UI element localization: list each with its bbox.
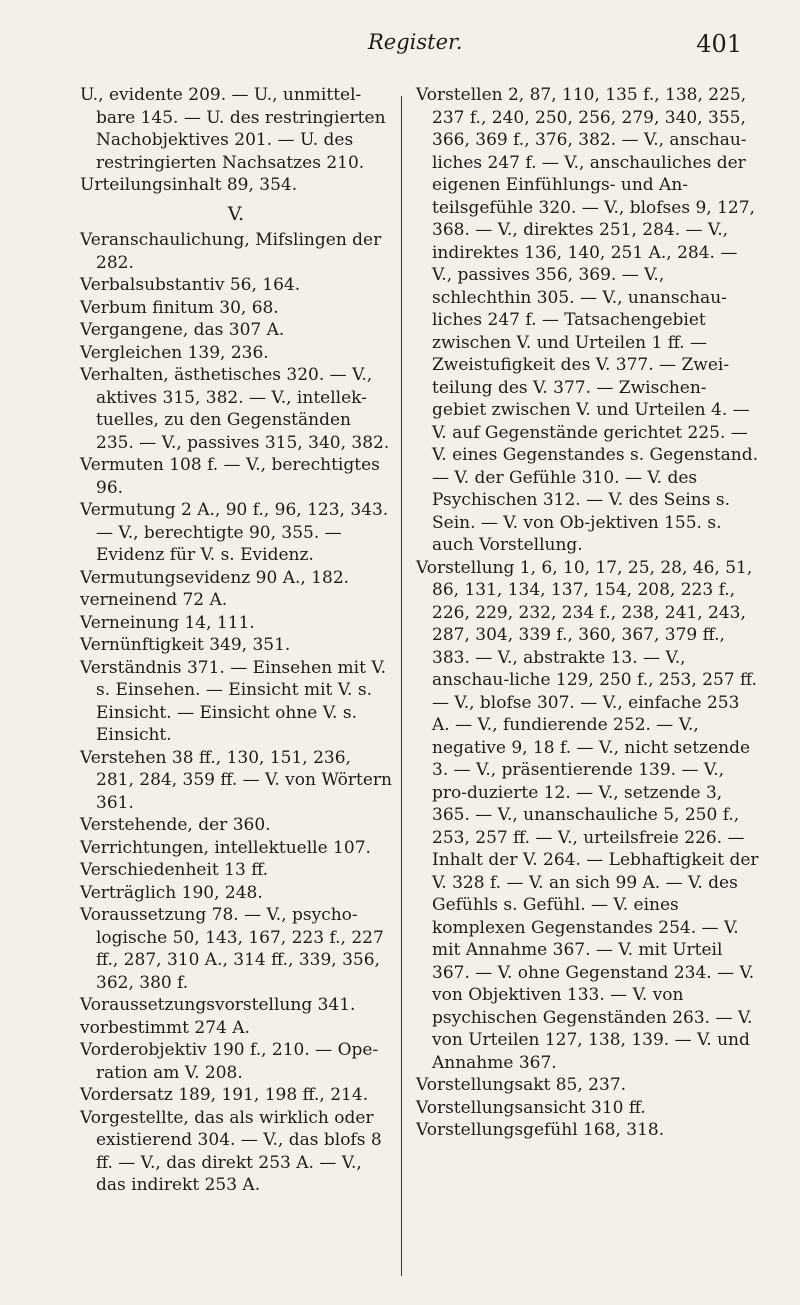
index-entry: Vordersatz 189, 191, 198 ff., 214.: [80, 1085, 369, 1105]
running-title: Register.: [368, 30, 463, 54]
index-entry: Vorstellung 1, 6, 10, 17, 25, 28, 46, 51, 86, 131, 134, 137, 154, 208, 223 f., 226, 229, 232, 234 f., 238, 241, 243, 287, 304, 339 f., 360, 367, 379 ff., 383. — V., abstrakte 13. — V., anschau-liche 129, 250 f., 253, 257 ff. — V., blofse 307. — V., einfache 253 A. — V., fundierende 252. — V., negative 9, 18 f. — V., nicht setzende 3. — V., präsentierende 139. — V., pro-duzierte 12. — V., setzende 3, 365. — V., unanschauliche 5, 250 f., 253, 257 ff. — V., urteilsfreie 226. — Inhalt der V. 264. — Lebhaftigkeit der V. 328 f. — V. an sich 99 A. — V. des Gefühls s. Gefühl. — V. eines komplexen Gegenstandes 254. — V. mit Annahme 367. — V. mit Urteil 367. — V. ohne Gegenstand 234. — V. von Objektiven 133. — V. von psychischen Gegenständen 263. — V. von Urteilen 127, 138, 139. — V. und Annahme 367.: [416, 557, 759, 1073]
page-number: 401: [696, 30, 742, 58]
index-entry: Vermutungsevidenz 90 A., 182.: [80, 567, 350, 588]
index-entry: Vorstellungsansicht 310 ff.: [416, 1097, 646, 1118]
index-entry: Vorstellungsakt 85, 237.: [416, 1075, 627, 1095]
index-entry: vorbestimmt 274 A.: [80, 1017, 250, 1038]
index-entry: Verständnis 371. — Einsehen mit V. s. Einsehen. — Einsicht mit V. s. Einsicht. — Einsicht ohne V. s. Einsicht.: [80, 657, 387, 745]
index-entry: Verhalten, ästhetisches 320. — V., aktives 315, 382. — V., intellek-tuelles, zu den Gegenständen 235. — V., passives 315, 340, 382.: [80, 365, 390, 453]
index-entry: Veranschaulichung, Mifslingen der 282.: [80, 230, 382, 273]
index-entry: Voraussetzungsvorstellung 341.: [80, 995, 356, 1015]
index-entry: Urteilungsinhalt 89, 354.: [80, 175, 298, 195]
index-entry: Vernünftigkeit 349, 351.: [80, 635, 291, 655]
index-entry: Vorgestellte, das als wirklich oder existierend 304. — V., das blofs 8 ff. — V., das direkt 253 A. — V., das indirekt 253 A.: [80, 1107, 382, 1195]
index-entry: Vergangene, das 307 A.: [80, 320, 285, 340]
right-column: [416, 84, 760, 1142]
index-entry: Verbalsubstantiv 56, 164.: [80, 275, 301, 295]
index-entry: Verbum finitum 30, 68.: [80, 297, 279, 318]
index-entry: Verneinung 14, 111.: [80, 612, 255, 633]
page-header: [0, 30, 800, 70]
index-entry: Verträglich 190, 248.: [80, 882, 263, 903]
index-entry: Verrichtungen, intellektuelle 107.: [80, 837, 371, 858]
left-column: [80, 84, 392, 1197]
index-entry: Vorderobjektiv 190 f., 210. — Ope-ration am V. 208.: [80, 1040, 379, 1083]
index-entry: Verstehende, der 360.: [80, 815, 271, 835]
index-entry: Vermuten 108 f. — V., berechtigtes 96.: [80, 455, 380, 498]
index-entry: Vermutung 2 A., 90 f., 96, 123, 343. — V., berechtigte 90, 355. — Evidenz für V. s. Evidenz.: [80, 500, 389, 565]
index-entry: U., evidente 209. — U., unmittel-bare 145. — U. des restringierten Nachobjektives 201. — U. des restringierten Nachsatzes 210.: [80, 85, 386, 173]
index-entry: Verstehen 38 ff., 130, 151, 236, 281, 284, 359 ff. — V. von Wörtern 361.: [80, 747, 392, 813]
index-entry: Voraussetzung 78. — V., psycho-logische 50, 143, 167, 223 f., 227 ff., 287, 310 A., 314 ff., 339, 356, 362, 380 f.: [80, 905, 384, 993]
column-divider: [401, 96, 402, 1276]
index-entry: Vergleichen 139, 236.: [80, 342, 269, 363]
index-entry: Verschiedenheit 13 ff.: [80, 860, 269, 880]
index-entry: Vorstellungsgefühl 168, 318.: [416, 1120, 665, 1140]
index-entry: Vorstellen 2, 87, 110, 135 f., 138, 225, 237 f., 240, 250, 256, 279, 340, 355, 366, 369 f., 376, 382. — V., anschau-liches 247 f. — V., anschauliches der eigenen Einfühlungs- und An-teilsgefühle 320. — V., blofses 9, 127, 368. — V., direktes 251, 284. — V., indirektes 136, 140, 251 A., 284. — V., passives 356, 369. — V., schlechthin 305. — V., unanschau-liches 247 f. — Tatsachengebiet zwischen V. und Urteilen 1 ff. — Zweistufigkeit des V. 377. — Zwei-teilung des V. 377. — Zwischen-gebiet zwischen V. und Urteilen 4. — V. auf Gegenstände gerichtet 225. — V. eines Gegenstandes s. Gegenstand. — V. der Gefühle 310. — V. des Psychischen 312. — V. des Seins s. Sein. — V. von Ob-jektiven 155. s. auch Vorstellung.: [416, 85, 758, 555]
index-entry: verneinend 72 A.: [80, 590, 228, 610]
section-letter-heading: V.: [227, 202, 245, 225]
